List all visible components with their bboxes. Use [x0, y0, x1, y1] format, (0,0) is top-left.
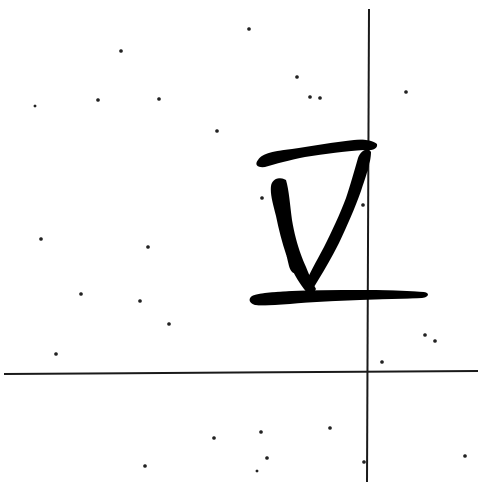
dot: [423, 333, 427, 337]
dot: [308, 95, 312, 99]
dot: [215, 129, 219, 133]
dot: [119, 49, 123, 53]
dot: [328, 426, 332, 430]
dot: [34, 105, 37, 108]
dot: [167, 322, 171, 326]
dot: [39, 237, 43, 241]
dot: [259, 430, 263, 434]
dot: [362, 460, 366, 464]
dot: [318, 96, 322, 100]
dot: [265, 456, 269, 460]
dot: [157, 97, 161, 101]
dot: [260, 196, 264, 200]
dot: [138, 299, 142, 303]
dot: [96, 98, 100, 102]
dot: [295, 75, 299, 79]
dot: [256, 470, 259, 473]
dot: [79, 292, 83, 296]
dot: [404, 90, 408, 94]
dot: [143, 464, 147, 468]
dot: [54, 352, 58, 356]
dot: [361, 203, 365, 207]
dot: [433, 339, 437, 343]
dot: [212, 436, 216, 440]
dot: [463, 454, 467, 458]
dot: [247, 27, 251, 31]
dot: [380, 360, 384, 364]
dot: [146, 245, 150, 249]
